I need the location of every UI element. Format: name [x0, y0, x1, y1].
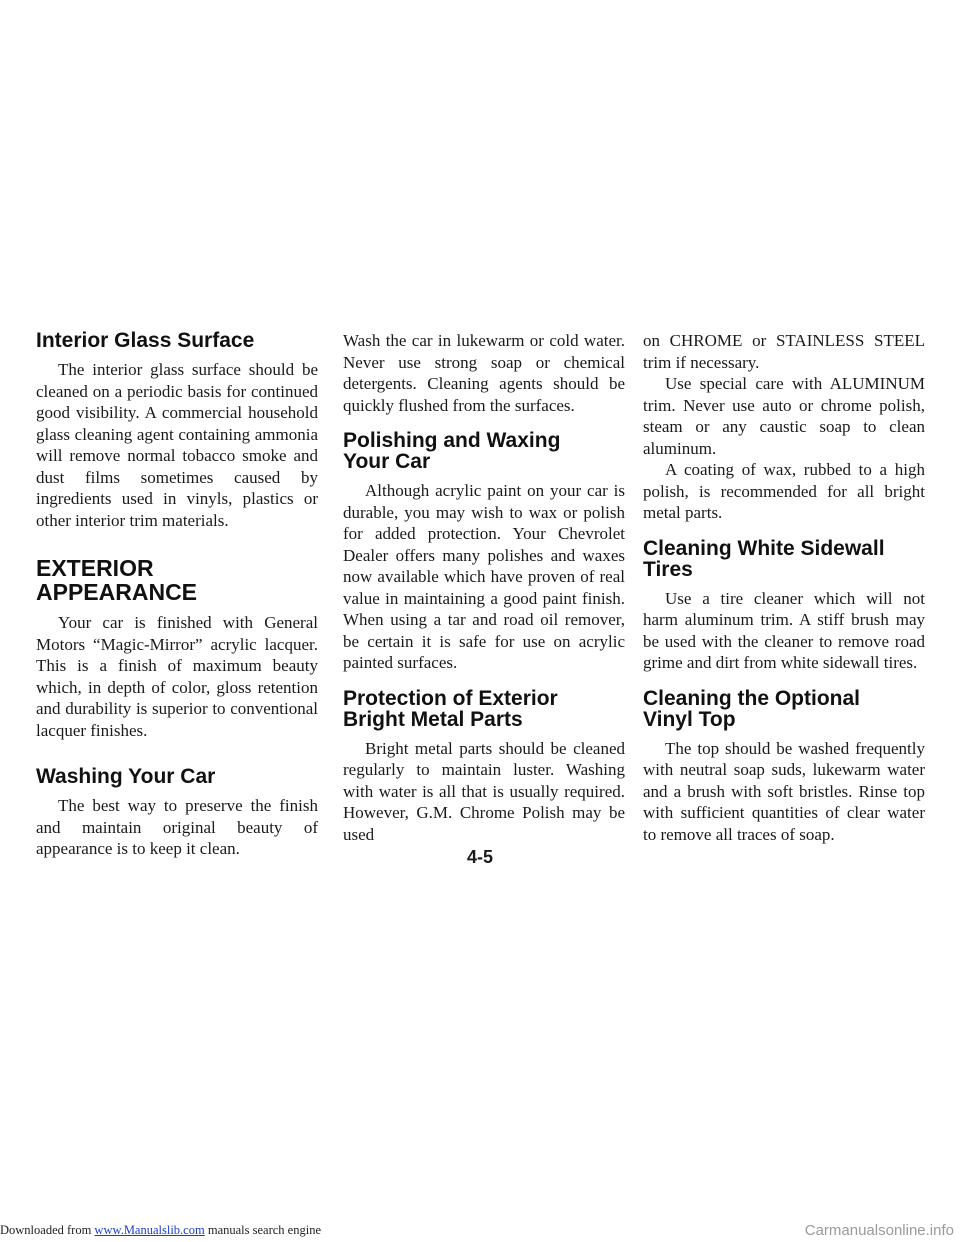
- exterior-appearance-paragraph: Your car is finished with General Motors “Magic-Mirror” acrylic lacquer. This is a finish of maximum beauty which, in depth of color, gloss retention and durability is superior to conventional lacquer finishes.: [36, 613, 318, 740]
- interior-glass-paragraph: The interior glass surface should be cleaned on a periodic basis for continued good visibility. A commercial household glass cleaning agent containing ammonia will remove normal tobacco smoke and dust films sometimes caused by ingredients used in vinyls, plastics or other interior trim materials.: [36, 360, 318, 530]
- protection-heading-line2: Bright Metal Parts: [343, 707, 523, 731]
- exterior-appearance-heading: EXTERIOR APPEARANCE: [36, 555, 198, 605]
- download-footer: [0, 1223, 321, 1238]
- vinyl-top-heading-line2: Vinyl Top: [643, 707, 736, 731]
- sidewall-heading-line1: Cleaning White Sidewall: [643, 536, 885, 560]
- column-middle: [343, 330, 625, 845]
- vinyl-top-heading: [643, 688, 925, 730]
- column-left: [36, 330, 318, 860]
- aluminum-paragraph: Use special care with ALUMINUM trim. Never use auto or chrome polish, steam or any caustic soap to clean aluminum.: [643, 374, 925, 458]
- protection-heading-line1: Protection of Exterior: [343, 686, 558, 710]
- sidewall-heading: [643, 538, 925, 580]
- vinyl-top-heading-line1: Cleaning the Optional: [643, 686, 861, 710]
- wax-paragraph: A coating of wax, rubbed to a high polish, is recommended for all bright metal parts.: [643, 460, 925, 522]
- protection-continued-paragraph: on CHROME or STAINLESS STEEL trim if necessary.: [643, 331, 925, 372]
- vinyl-top-paragraph: The top should be washed frequently with neutral soap suds, lukewarm water and a brush with soft bristles. Rinse top with sufficient quantities of clear water to remove all traces of soap.: [643, 738, 925, 844]
- manualslib-link[interactable]: www.Manualslib.com: [94, 1223, 205, 1237]
- footer-prefix: Downloaded from: [0, 1223, 95, 1237]
- protection-heading: [343, 688, 625, 730]
- polishing-paragraph: Although acrylic paint on your car is durable, you may wish to wax or polish for added protection. Your Chevrolet Dealer offers many polishes and waxes now available which have proven of real value in maintaining a good paint finish. When using a tar and road oil remover, be certain it is safe for use on acrylic painted surfaces.: [343, 481, 625, 672]
- polishing-heading-line2: Your Car: [343, 450, 431, 473]
- sidewall-heading-line2: Tires: [643, 557, 693, 581]
- washing-continued-paragraph: Wash the car in lukewarm or cold water. Never use strong soap or chemical detergents. Cleaning agents should be quickly flushed from the surfaces.: [343, 331, 625, 415]
- washing-heading: Washing Your Car: [36, 765, 216, 788]
- protection-paragraph: Bright metal parts should be cleaned regularly to maintain luster. Washing with water is all that is usually required. However, G.M. Chrome Polish may be used: [343, 738, 625, 844]
- watermark-text: Carmanualsonline.info: [804, 1222, 954, 1239]
- sidewall-paragraph: Use a tire cleaner which will not harm aluminum trim. A stiff brush may be used with the cleaner to remove road grime and dirt from white sidewall tires.: [643, 588, 925, 672]
- washing-paragraph: The best way to preserve the finish and maintain original beauty of appearance is to keep it clean.: [36, 796, 318, 858]
- page-number: 4-5: [466, 847, 493, 867]
- polishing-heading: [343, 430, 625, 472]
- polishing-heading-line1: Polishing and Waxing: [343, 429, 561, 452]
- interior-glass-heading: Interior Glass Surface: [36, 329, 255, 352]
- footer-suffix: manuals search engine: [204, 1223, 321, 1237]
- column-right: [643, 330, 925, 845]
